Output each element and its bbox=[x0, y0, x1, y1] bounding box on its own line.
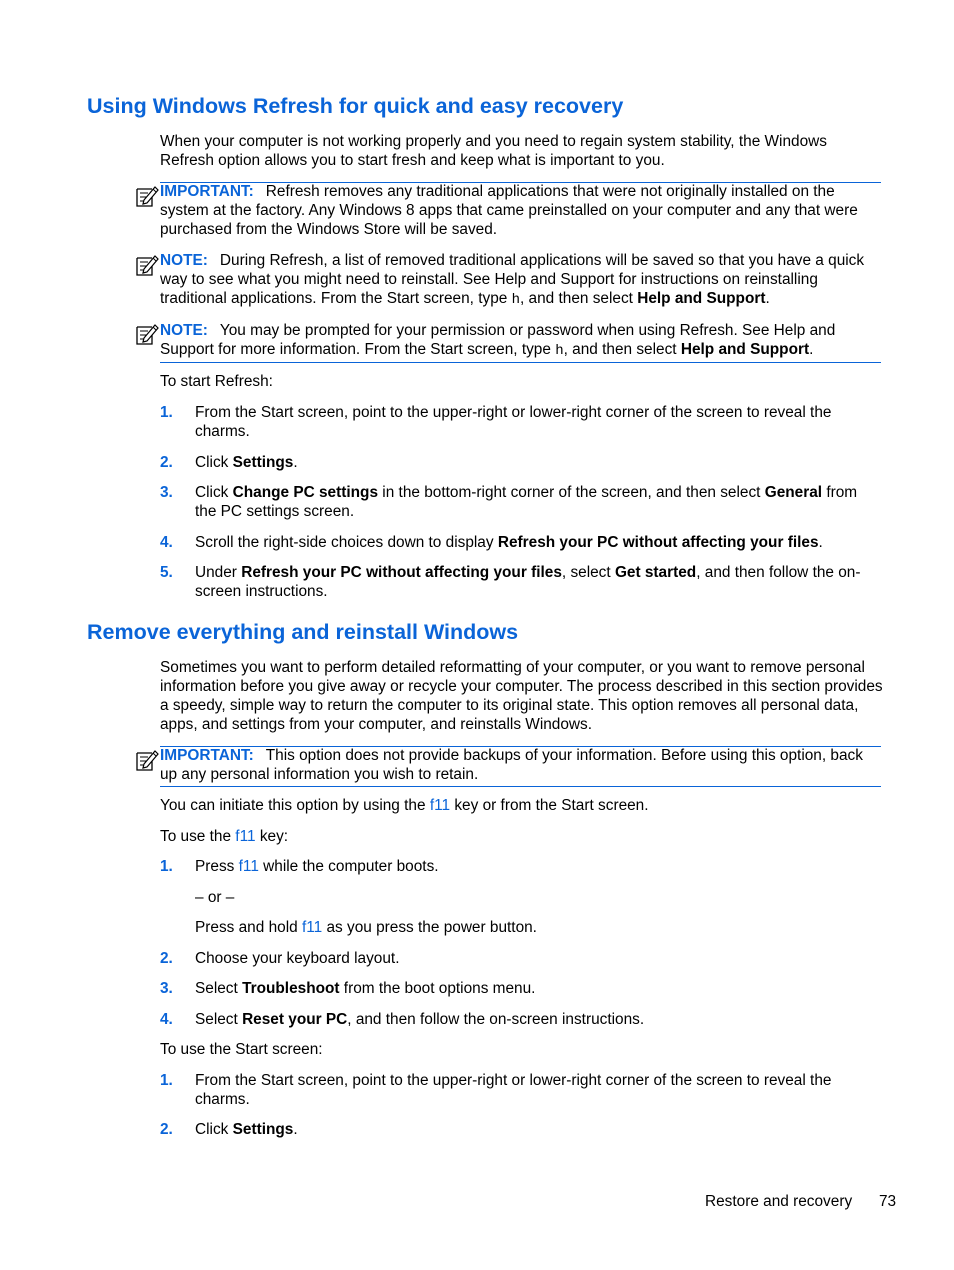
step-text-part: , select bbox=[561, 564, 615, 581]
or-separator: – or – bbox=[195, 889, 235, 906]
step-number: 2. bbox=[160, 950, 173, 967]
important-label: IMPORTANT: bbox=[160, 183, 254, 200]
note-text: You may be prompted for your permission or password when using Refresh. See Help and Support for more information. From the Start screen, type bbox=[160, 322, 836, 358]
step-number: 3. bbox=[160, 980, 173, 997]
step-text-part: Click bbox=[195, 454, 233, 471]
page-number: 73 bbox=[879, 1193, 897, 1210]
step-text-part: . bbox=[818, 534, 823, 551]
step-text bbox=[195, 563, 875, 601]
step-number: 1. bbox=[160, 858, 173, 875]
note-pencil-icon bbox=[135, 748, 159, 772]
step-number: 5. bbox=[160, 564, 173, 581]
to-use-key bbox=[160, 827, 885, 846]
f11-key: f11 bbox=[429, 797, 451, 814]
note-pencil-icon bbox=[135, 322, 159, 346]
important-note-reinstall bbox=[160, 746, 882, 784]
note-pencil-icon bbox=[135, 184, 159, 208]
to-use-start-screen: To use the Start screen: bbox=[160, 1041, 323, 1058]
text-part: key: bbox=[255, 828, 289, 845]
refresh-intro: When your computer is not working properly and you need to regain system stability, the Windows Refresh option allows you to start fresh and keep what is important to you. bbox=[160, 133, 827, 169]
note-text: . bbox=[765, 290, 770, 307]
step-bold: Troubleshoot bbox=[242, 980, 340, 997]
note-bottom-rule bbox=[160, 362, 881, 363]
step-text-part: from the boot options menu. bbox=[339, 980, 536, 997]
step-bold: Refresh your PC without affecting your files bbox=[241, 564, 562, 581]
step-text: From the Start screen, point to the upper-right or lower-right corner of the screen to reveal the charms. bbox=[195, 404, 832, 440]
text-part: key or from the Start screen. bbox=[450, 797, 649, 814]
note-text: , and then select bbox=[520, 290, 638, 307]
initiate-option bbox=[160, 796, 885, 815]
step-number: 4. bbox=[160, 1011, 173, 1028]
step-text bbox=[195, 453, 875, 472]
step-bold: Settings bbox=[232, 1121, 294, 1138]
step-text bbox=[195, 483, 875, 521]
f11-key: f11 bbox=[301, 919, 323, 936]
section-heading-refresh: Using Windows Refresh for quick and easy recovery bbox=[87, 94, 624, 118]
text-part: To use the bbox=[160, 828, 236, 845]
step-text bbox=[195, 1010, 875, 1029]
note-bold: Help and Support bbox=[680, 341, 810, 358]
text-part: You can initiate this option by using the bbox=[160, 797, 430, 814]
step-number: 1. bbox=[160, 1072, 173, 1089]
important-text: Refresh removes any traditional applications that were not originally installed on the system at the factory. Any Windows 8 apps that came preinstalled on your computer and any that were purchased from the Windows Store will be saved. bbox=[160, 183, 858, 238]
reinstall-intro: Sometimes you want to perform detailed reformatting of your computer, or you want to remove personal information before you give away or recycle your computer. The process described in this section provides a speedy, simple way to return the computer to its original state. This option removes all personal data, apps, and settings from your computer, and reinstalls Windows. bbox=[160, 659, 883, 733]
step-bold: Get started bbox=[614, 564, 697, 581]
step-text-part: , and then follow the on-screen instructions. bbox=[195, 564, 861, 600]
step-text-part: Click bbox=[195, 1121, 233, 1138]
step-text bbox=[195, 533, 875, 552]
step-text-part: in the bottom-right corner of the screen, and then select bbox=[378, 484, 765, 501]
step-number: 2. bbox=[160, 454, 173, 471]
f11-key: f11 bbox=[238, 858, 259, 875]
note-removed-apps bbox=[160, 251, 882, 310]
step-text-part: Click bbox=[195, 484, 233, 501]
step-number: 3. bbox=[160, 484, 173, 501]
step-bold: Change PC settings bbox=[232, 484, 379, 501]
step-text-part: , and then follow the on-screen instructions. bbox=[347, 1011, 645, 1028]
important-text: This option does not provide backups of your information. Before using this option, back up any personal information you wish to retain. bbox=[160, 747, 863, 783]
note-bold: Help and Support bbox=[637, 290, 766, 307]
note-label: NOTE: bbox=[160, 322, 208, 339]
step-text: Choose your keyboard layout. bbox=[195, 950, 400, 967]
f11-key: f11 bbox=[235, 828, 256, 845]
note-permission bbox=[160, 321, 882, 361]
step-text-part: . bbox=[293, 1121, 298, 1138]
step-text bbox=[195, 857, 875, 876]
step-text: From the Start screen, point to the upper-right or lower-right corner of the screen to reveal the charms. bbox=[195, 1072, 832, 1108]
press-hold bbox=[195, 918, 875, 937]
note-text: During Refresh, a list of removed traditional applications will be saved so that you have a quick way to see what you might need to reinstall. See Help and Support for instructions on reinstalling traditional applications. From the Start screen, type bbox=[160, 252, 865, 307]
step-text-part: Scroll the right-side choices down to display bbox=[195, 534, 498, 551]
note-label: NOTE: bbox=[160, 252, 208, 269]
step-text-part: Select bbox=[195, 1011, 243, 1028]
step-text-part: Press bbox=[195, 858, 239, 875]
important-label: IMPORTANT: bbox=[160, 747, 254, 764]
important-note-refresh bbox=[160, 182, 882, 239]
step-bold: Settings bbox=[232, 454, 294, 471]
step-bold: General bbox=[764, 484, 823, 501]
step-text-part: as you press the power button. bbox=[322, 919, 537, 936]
step-text-part: from the PC settings screen. bbox=[195, 484, 858, 520]
step-number: 4. bbox=[160, 534, 173, 551]
step-text-part: Under bbox=[195, 564, 242, 581]
note-pencil-icon bbox=[135, 253, 159, 277]
step-text-part: . bbox=[293, 454, 298, 471]
step-number: 2. bbox=[160, 1121, 173, 1138]
note-code: h bbox=[555, 343, 564, 359]
step-number: 1. bbox=[160, 404, 173, 421]
step-text-part: while the computer boots. bbox=[258, 858, 439, 875]
step-bold: Refresh your PC without affecting your files bbox=[497, 534, 819, 551]
note-text: . bbox=[809, 341, 814, 358]
step-text-part: Press and hold bbox=[195, 919, 302, 936]
note-bottom-rule bbox=[160, 786, 881, 787]
footer-chapter-title: Restore and recovery bbox=[705, 1193, 853, 1210]
section-heading-reinstall: Remove everything and reinstall Windows bbox=[87, 620, 519, 644]
step-text bbox=[195, 1120, 875, 1139]
note-text: , and then select bbox=[563, 341, 681, 358]
step-bold: Reset your PC bbox=[242, 1011, 348, 1028]
step-text-part: Select bbox=[195, 980, 243, 997]
to-start-refresh: To start Refresh: bbox=[160, 373, 273, 390]
note-code: h bbox=[511, 292, 520, 308]
step-text bbox=[195, 979, 875, 998]
